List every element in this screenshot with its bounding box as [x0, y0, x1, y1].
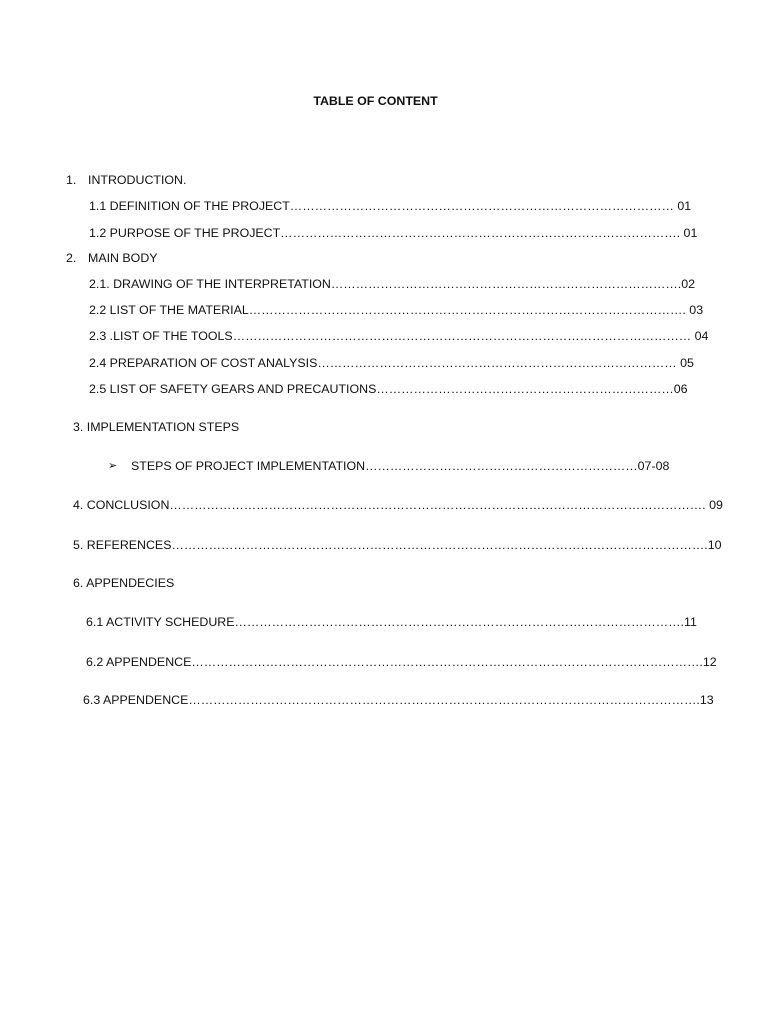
- toc-entry-6-2: 6.2 APPENDENCE…………………………………………………………………………………………………………….12: [86, 655, 717, 669]
- toc-entry-conclusion: 4. CONCLUSION…………………………………………………………………………………………………………………. 09: [73, 498, 723, 512]
- toc-entry-3-bullet: STEPS OF PROJECT IMPLEMENTATION…………………………………………………………07-08: [131, 459, 670, 473]
- toc-entry-2-1: 2.1. DRAWING OF THE INTERPRETATION………………………………………………………………………….02: [89, 277, 696, 291]
- section-number: 1.: [66, 173, 77, 187]
- section-heading-main-body: [66, 250, 158, 266]
- toc-entry-1-2: 1.2 PURPOSE OF THE PROJECT……………………………………………………………………………………. 01: [89, 226, 698, 240]
- toc-entry-1-1: 1.1 DEFINITION OF THE PROJECT………………………………………………………………………………… 01: [89, 199, 692, 213]
- toc-entry-references: 5. REFERENCES………………………………………………………………………………………………………………….10: [73, 538, 722, 552]
- toc-entry-2-5: 2.5 LIST OF SAFETY GEARS AND PRECAUTIONS………………………………………………………………06: [89, 382, 688, 396]
- toc-title: TABLE OF CONTENT: [313, 94, 438, 108]
- toc-entry-2-3: 2.3 .LIST OF THE TOOLS………………………………………………………………………………………………… 04: [89, 329, 709, 343]
- toc-entry-6-3: 6.3 APPENDENCE…………………………………………………………………………………………………………….13: [83, 693, 714, 707]
- section-heading-implementation: 3. IMPLEMENTATION STEPS: [73, 420, 240, 434]
- section-heading-introduction: [66, 172, 186, 188]
- arrowhead-bullet-icon: ➢: [108, 460, 118, 472]
- section-label: MAIN BODY: [88, 251, 158, 265]
- toc-entry-2-4: 2.4 PREPARATION OF COST ANALYSIS…………………………………………………………………………… 05: [89, 356, 694, 370]
- toc-entry-6-1: 6.1 ACTIVITY SCHEDURE……………………………………………………………………………………………….11: [86, 615, 697, 629]
- section-number: 2.: [66, 251, 77, 265]
- toc-entry-2-2: 2.2 LIST OF THE MATERIAL……………………………………………………………………………………………. 03: [89, 303, 704, 317]
- section-label: INTRODUCTION.: [88, 173, 187, 187]
- section-heading-appendecies: 6. APPENDECIES: [73, 576, 175, 590]
